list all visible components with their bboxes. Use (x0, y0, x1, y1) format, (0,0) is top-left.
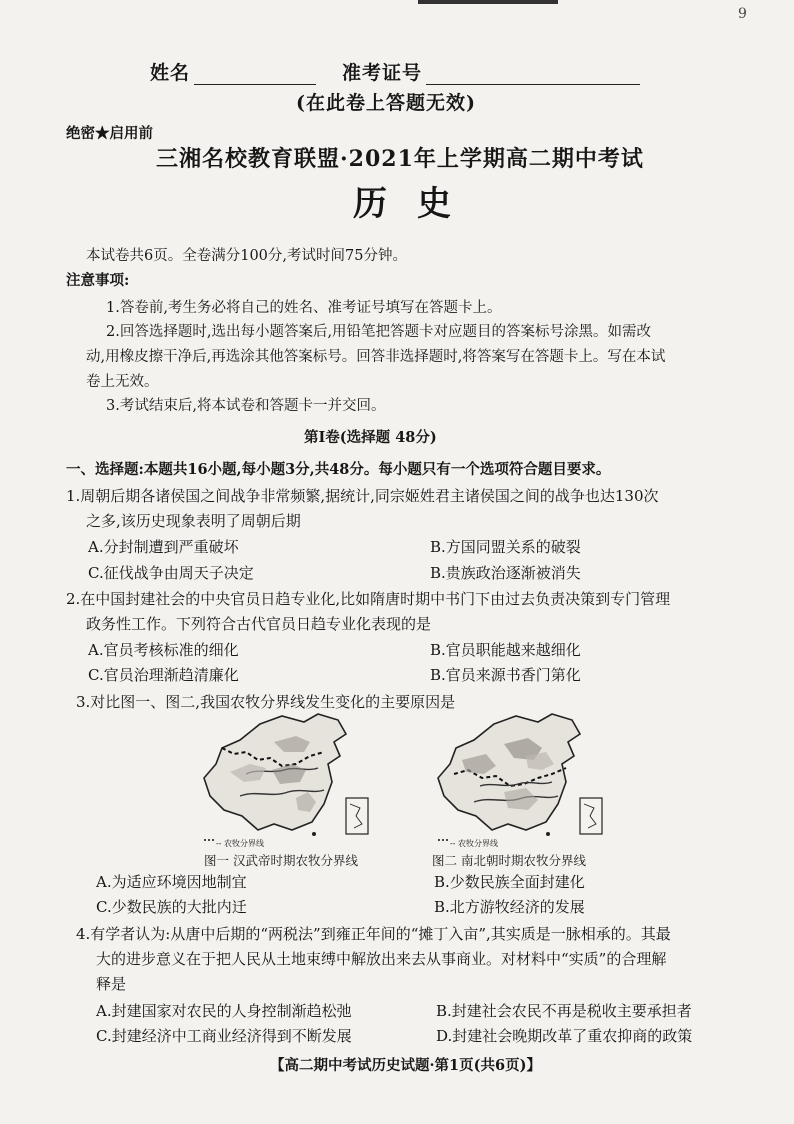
q2-option-a: A.官员考核标准的细化 (88, 641, 239, 659)
notice-2-line-1: 2.回答选择题时,选出每小题答案后,用铅笔把答题卡对应题目的答案标号涂黑。如需改 (106, 324, 652, 340)
notice-2-line-2: 动,用橡皮擦干净后,再选涂其他答案标号。回答非选择题时,将答案写在答题卡上。写在本试 (86, 349, 666, 365)
notice-2-line-3: 卷上无效。 (86, 374, 159, 390)
q4-stem-line-2: 大的进步意义在于把人民从土地束缚中解放出来去从事商业。对材料中“实质”的合理解 (96, 950, 667, 968)
q1-stem-line-2: 之多,该历史现象表明了周朝后期 (86, 512, 301, 530)
q4-option-c: C.封建经济中工商业经济得到不断发展 (96, 1027, 352, 1045)
notice-heading: 注意事项: (66, 272, 130, 289)
notice-3: 3.考试结束后,将本试卷和答题卡一并交回。 (106, 398, 386, 414)
exam-number-label: 准考证号 (342, 62, 423, 84)
q4-option-d: D.封建社会晚期改革了重农抑商的政策 (436, 1027, 693, 1045)
q1-stem-line-1: 1.周朝后期各诸侯国之间战争非常频繁,据统计,同宗姬姓君主诸侯国之间的战争也达130次 (66, 487, 659, 505)
q4-option-a: A.封建国家对农民的人身控制渐趋松弛 (96, 1002, 352, 1020)
q4-stem-line-3: 释是 (96, 975, 127, 993)
q4-option-b: B.封建社会农民不再是税收主要承担者 (436, 1002, 692, 1020)
q2-stem-line-1: 2.在中国封建社会的中央官员日趋专业化,比如隋唐时期中书门下由过去负责决策到专门管理 (66, 590, 671, 608)
map1-caption: 图一 汉武帝时期农牧分界线 (204, 853, 358, 868)
q3-option-a: A.为适应环境因地制宜 (96, 873, 247, 891)
map2-caption: 图二 南北朝时期农牧分界线 (432, 853, 586, 868)
q2-option-c: C.官员治理渐趋清廉化 (88, 666, 239, 684)
q2-stem-line-2: 政务性工作。下列符合古代官员日趋专业化表现的是 (86, 615, 432, 633)
invalid-notice: (在此卷上答题无效) (296, 92, 476, 114)
name-blank (194, 66, 316, 85)
page-footer: 【高二期中考试历史试题·第1页(共6页)】 (270, 1057, 541, 1074)
subject-title: 历史 (353, 184, 481, 224)
name-field (150, 58, 316, 85)
corner-mark: 9 (738, 6, 747, 22)
q3-option-b: B.少数民族全面封建化 (434, 873, 585, 891)
map-figure-1 (200, 712, 378, 850)
q3-option-c: C.少数民族的大批内迁 (96, 898, 247, 916)
q3-option-d: B.北方游牧经济的发展 (434, 898, 585, 916)
notice-1: 1.答卷前,考生务必将自己的姓名、准考证号填写在答题卡上。 (106, 300, 502, 316)
name-label: 姓名 (150, 62, 191, 84)
q1-option-d: B.贵族政治逐渐被消失 (430, 564, 581, 582)
section-title: 第Ⅰ卷(选择题 48分) (304, 429, 437, 446)
map-figure-2 (434, 712, 612, 850)
map1-legend: -- 农牧分界线 (216, 839, 264, 848)
q2-option-d: B.官员来源书香门第化 (430, 666, 581, 684)
section-instruction: 一、选择题:本题共16小题,每小题3分,共48分。每小题只有一个选项符合题目要求。 (66, 461, 611, 478)
exam-info: 本试卷共6页。全卷满分100分,考试时间75分钟。 (86, 248, 407, 264)
q1-option-b: B.方国同盟关系的破裂 (430, 538, 581, 556)
q1-option-a: A.分封制遭到严重破坏 (88, 538, 239, 556)
exam-number-blank (426, 66, 640, 85)
q3-stem: 3.对比图一、图二,我国农牧分界线发生变化的主要原因是 (76, 693, 456, 711)
q4-stem-line-1: 4.有学者认为:从唐中后期的“两税法”到雍正年间的“摊丁入亩”,其实质是一脉相承的。其最 (76, 925, 671, 943)
q1-option-c: C.征伐战争由周天子决定 (88, 564, 254, 582)
exam-title: 三湘名校教育联盟·2021年上学期高二期中考试 (156, 146, 644, 172)
scan-top-mark (418, 0, 558, 4)
q2-option-b: B.官员职能越来越细化 (430, 641, 581, 659)
map2-legend: -- 农牧分界线 (450, 839, 498, 848)
confidential-mark: 绝密★启用前 (66, 125, 153, 142)
exam-number-field (342, 58, 640, 85)
